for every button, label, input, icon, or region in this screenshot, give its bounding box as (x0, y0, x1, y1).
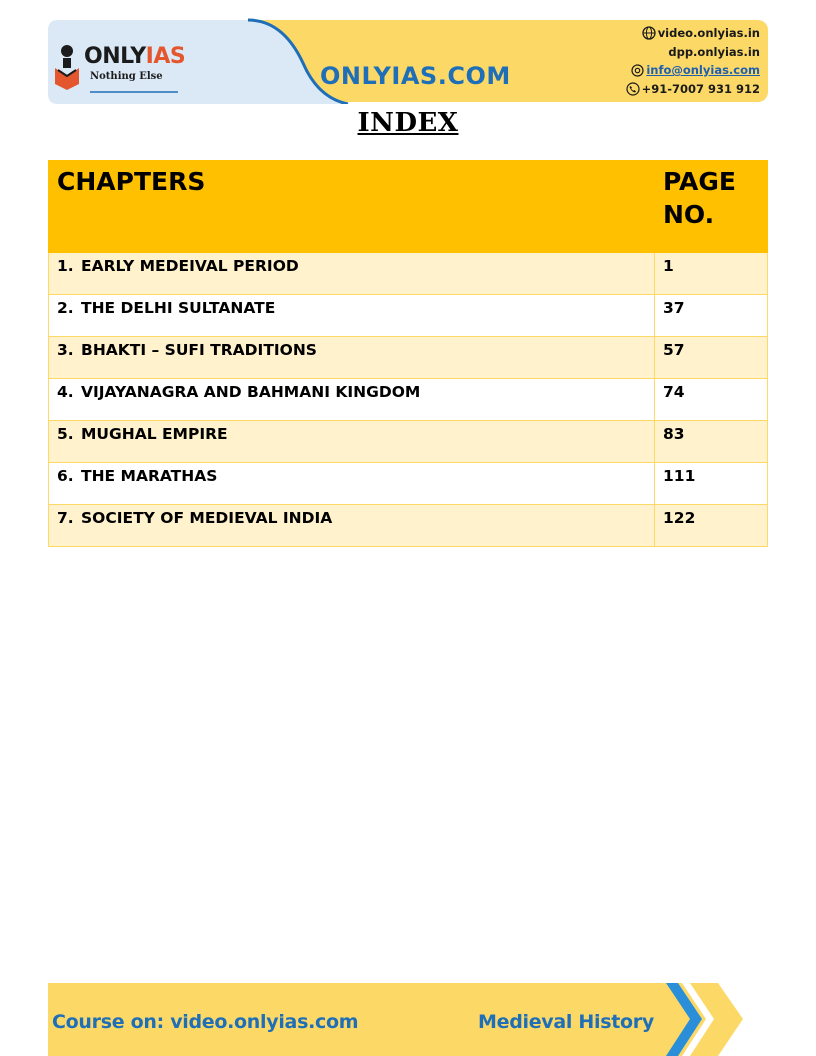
page-cell: 1 (655, 253, 768, 295)
chapter-cell (49, 337, 655, 379)
chapter-title: EARLY MEDEIVAL PERIOD (81, 257, 299, 275)
chapter-number: 5. (57, 425, 74, 443)
email-at-icon (631, 64, 644, 77)
contact-video (626, 24, 760, 43)
chapter-number: 7. (57, 509, 74, 527)
chapter-title: THE MARATHAS (81, 467, 218, 485)
logo-wordmark: ONLYIAS (84, 44, 186, 69)
onlyias-logo (52, 40, 192, 96)
chapters-header: CHAPTERS (49, 161, 655, 253)
chapter-cell (49, 505, 655, 547)
video-link[interactable]: video.onlyias.in (657, 26, 760, 40)
contact-phone (626, 80, 760, 99)
chapter-cell (49, 421, 655, 463)
footer-banner (48, 983, 748, 1056)
header-banner (48, 18, 768, 104)
subject-label: Medieval History (478, 1011, 654, 1033)
page-cell: 111 (655, 463, 768, 505)
chapter-number: 1. (57, 257, 74, 275)
chapter-number: 2. (57, 299, 74, 317)
dpp-link[interactable]: dpp.onlyias.in (668, 44, 760, 59)
table-row[interactable] (49, 463, 768, 505)
page-cell: 83 (655, 421, 768, 463)
chapter-title: VIJAYANAGRA AND BAHMANI KINGDOM (81, 383, 421, 401)
contact-info (626, 24, 760, 98)
page-cell: 57 (655, 337, 768, 379)
table-header-row (49, 161, 768, 253)
chapter-cell (49, 463, 655, 505)
page-no-header (655, 161, 768, 253)
page-header-line1: PAGE (663, 167, 736, 196)
table-row[interactable] (49, 421, 768, 463)
phone-icon (626, 82, 640, 96)
contact-email (626, 61, 760, 80)
chapter-cell (49, 379, 655, 421)
contact-dpp (626, 43, 760, 62)
page-cell: 122 (655, 505, 768, 547)
table-row[interactable] (49, 253, 768, 295)
page-title: INDEX (357, 108, 459, 138)
chapter-number: 6. (57, 467, 74, 485)
table-row[interactable] (49, 295, 768, 337)
page-cell: 74 (655, 379, 768, 421)
chapter-cell (49, 253, 655, 295)
table-row[interactable] (49, 505, 768, 547)
phone-number: +91-7007 931 912 (641, 81, 760, 96)
brand-title: ONLYIAS.COM (320, 62, 511, 90)
chapter-number: 3. (57, 341, 74, 359)
chapter-title: MUGHAL EMPIRE (81, 425, 228, 443)
course-link[interactable]: Course on: video.onlyias.com (52, 1011, 359, 1033)
logo-tagline: Nothing Else (90, 71, 163, 82)
table-row[interactable] (49, 337, 768, 379)
page-header-line2: NO. (663, 200, 715, 229)
table-row[interactable] (49, 379, 768, 421)
chapter-number: 4. (57, 383, 74, 401)
page-cell: 37 (655, 295, 768, 337)
globe-icon (642, 26, 656, 40)
chapter-title: SOCIETY OF MEDIEVAL INDIA (81, 509, 333, 527)
email-link[interactable]: info@onlyias.com (646, 63, 760, 77)
chapter-title: BHAKTI – SUFI TRADITIONS (81, 341, 317, 359)
chapter-cell (49, 295, 655, 337)
reader-logo-icon (52, 42, 82, 92)
chapter-title: THE DELHI SULTANATE (81, 299, 276, 317)
index-table (48, 160, 768, 547)
